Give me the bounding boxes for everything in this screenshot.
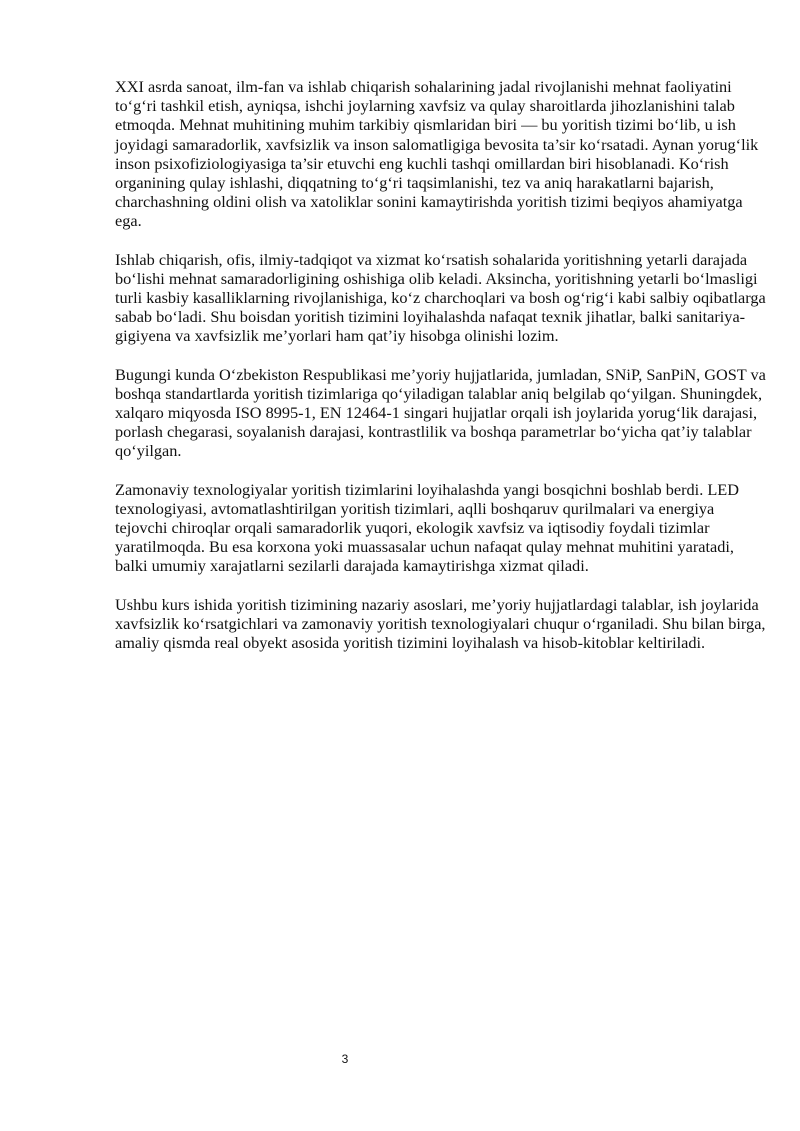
paragraph-5: Ushbu kurs ishida yoritish tizimining nazariy asoslari, me’yoriy hujjatlardagi talablar, ish joylarida xavfsizlik ko‘rsatgichlari va zamonaviy yoritish texnologiyalari chuqur o‘rganiladi. Shu bilan birga, amaliy qismda real obyekt asosida yoritish tizimini loyihalash va hisob-kitoblar keltiriladi.: [115, 594, 766, 653]
paragraph-4: Zamonaviy texnologiyalar yoritish tizimlarini loyihalashda yangi bosqichni boshlab berdi. LED texnologiyasi, avtomatlashtirilgan yoritish tizimlari, aqlli boshqaruv qurilmalari va energiya tejovchi chiroqlar orqali samaradorlik yuqori, ekologik xavfsiz va iqtisodiy foydali tizimlar yaratilmoqda. Bu esa korxona yoki muassasalar uchun nafaqat qulay mehnat muhitini yaratadi, balki umumiy xarajatlarni sezilarli darajada kamaytirishga xizmat qiladi.: [115, 479, 739, 576]
paragraph-2: Ishlab chiqarish, ofis, ilmiy-tadqiqot va xizmat ko‘rsatish sohalarida yoritishning yetarli darajada bo‘lishi mehnat samaradorligining oshishiga olib keladi. Aksincha, yoritishning yetarli bo‘lmasligi turli kasbiy kasalliklarning rivojlanishiga, ko‘z charchoqlari va bosh og‘rig‘i kabi salbiy oqibatlarga sabab bo‘ladi. Shu boisdan yoritish tizimini loyihalashda nafaqat texnik jihatlar, balki sanitariya-gigiyena va xavfsizlik me’yorlari ham qat’iy hisobga olinishi lozim.: [115, 249, 766, 346]
paragraph-3: Bugungi kunda O‘zbekiston Respublikasi me’yoriy hujjatlarida, jumladan, SNiP, SanPiN, GOST va boshqa standartlarda yoritish tizimlariga qo‘yiladigan talablar aniq belgilab qo‘yilgan. Shuningdek, xalqaro miqyosda ISO 8995-1, EN 12464-1 singari hujjatlar orqali ish joylarida yorug‘lik darajasi, porlash chegarasi, soyalanish darajasi, kontrastlilik va boshqa parametrlar bo‘yicha qat’iy talablar qo‘yilgan.: [115, 364, 766, 461]
document-body: [115, 77, 767, 671]
paragraph-1: XXI asrda sanoat, ilm-fan va ishlab chiqarish sohalarining jadal rivojlanishi mehnat faoliyatini to‘g‘ri tashkil etish, ayniqsa, ishchi joylarning xavfsiz va qulay sharoitlarda jihozlanishini talab etmoqda. Mehnat muhitining muhim tarkibiy qismlaridan biri — bu yoritish tizimi bo‘lib, u ish joyidagi samaradorlik, xavfsizlik va inson salomatligiga bevosita ta’sir ko‘rsatadi. Aynan yorug‘lik inson psixofiziologiyasiga ta’sir etuvchi eng kuchli tashqi omillardan biri hisoblanadi. Ko‘rish organining qulay ishlashi, diqqatning to‘g‘ri taqsimlanishi, tez va aniq harakatlarni bajarish, charchashning oldini olish va xatoliklar sonini kamaytirishda yoritish tizimi beqiyos ahamiyatga ega.: [115, 77, 759, 231]
page-number: 3: [341, 1052, 349, 1066]
